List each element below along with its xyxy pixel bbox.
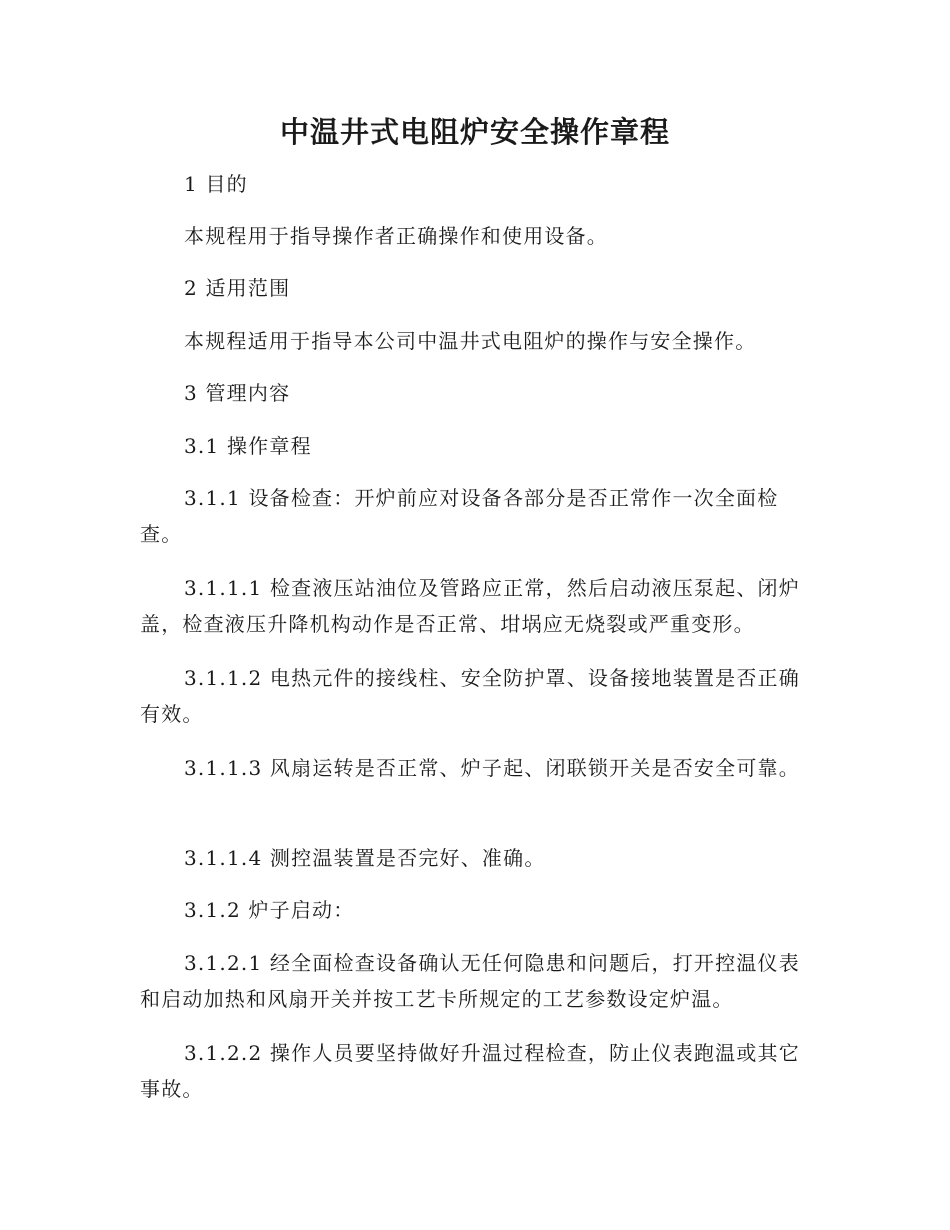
paragraph-3-1-2-1: 3.1.2.1 经全面检查设备确认无任何隐患和问题后，打开控温仪表和启动加热和风扇开关并按工艺卡所规定的工艺参数设定炉温。 xyxy=(140,951,800,1011)
document-title: 中温井式电阻炉安全操作章程 xyxy=(279,115,670,149)
paragraph-3-1-1: 3.1.1 设备检查：开炉前应对设备各部分是否正常作一次全面检查。 xyxy=(140,486,779,546)
paragraph-3-1-1-2: 3.1.1.2 电热元件的接线柱、安全防护罩、设备接地装置是否正确有效。 xyxy=(140,666,800,726)
paragraph-3-1-2-2: 3.1.2.2 操作人员要坚持做好升温过程检查，防止仪表跑温或其它事故。 xyxy=(140,1041,800,1101)
section-heading-purpose: 1 目的 xyxy=(184,172,248,196)
paragraph-3-1-2: 3.1.2 炉子启动： xyxy=(184,898,355,922)
paragraph-3-1-1-3: 3.1.1.3 风扇运转是否正常、炉子起、闭联锁开关是否安全可靠。 xyxy=(184,756,800,780)
paragraph-scope: 本规程适用于指导本公司中温井式电阻炉的操作与安全操作。 xyxy=(184,329,757,353)
paragraph-3-1-1-4: 3.1.1.4 测控温装置是否完好、准确。 xyxy=(184,846,546,870)
paragraph-3-1-1-1: 3.1.1.1 检查液压站油位及管路应正常，然后启动液压泵起、闭炉盖，检查液压升降机构动作是否正常、坩埚应无烧裂或严重变形。 xyxy=(140,576,800,636)
section-heading-management: 3 管理内容 xyxy=(184,381,291,405)
subsection-heading-operation: 3.1 操作章程 xyxy=(184,434,312,458)
section-heading-scope: 2 适用范围 xyxy=(184,276,291,300)
paragraph-purpose: 本规程用于指导操作者正确操作和使用设备。 xyxy=(184,224,608,248)
